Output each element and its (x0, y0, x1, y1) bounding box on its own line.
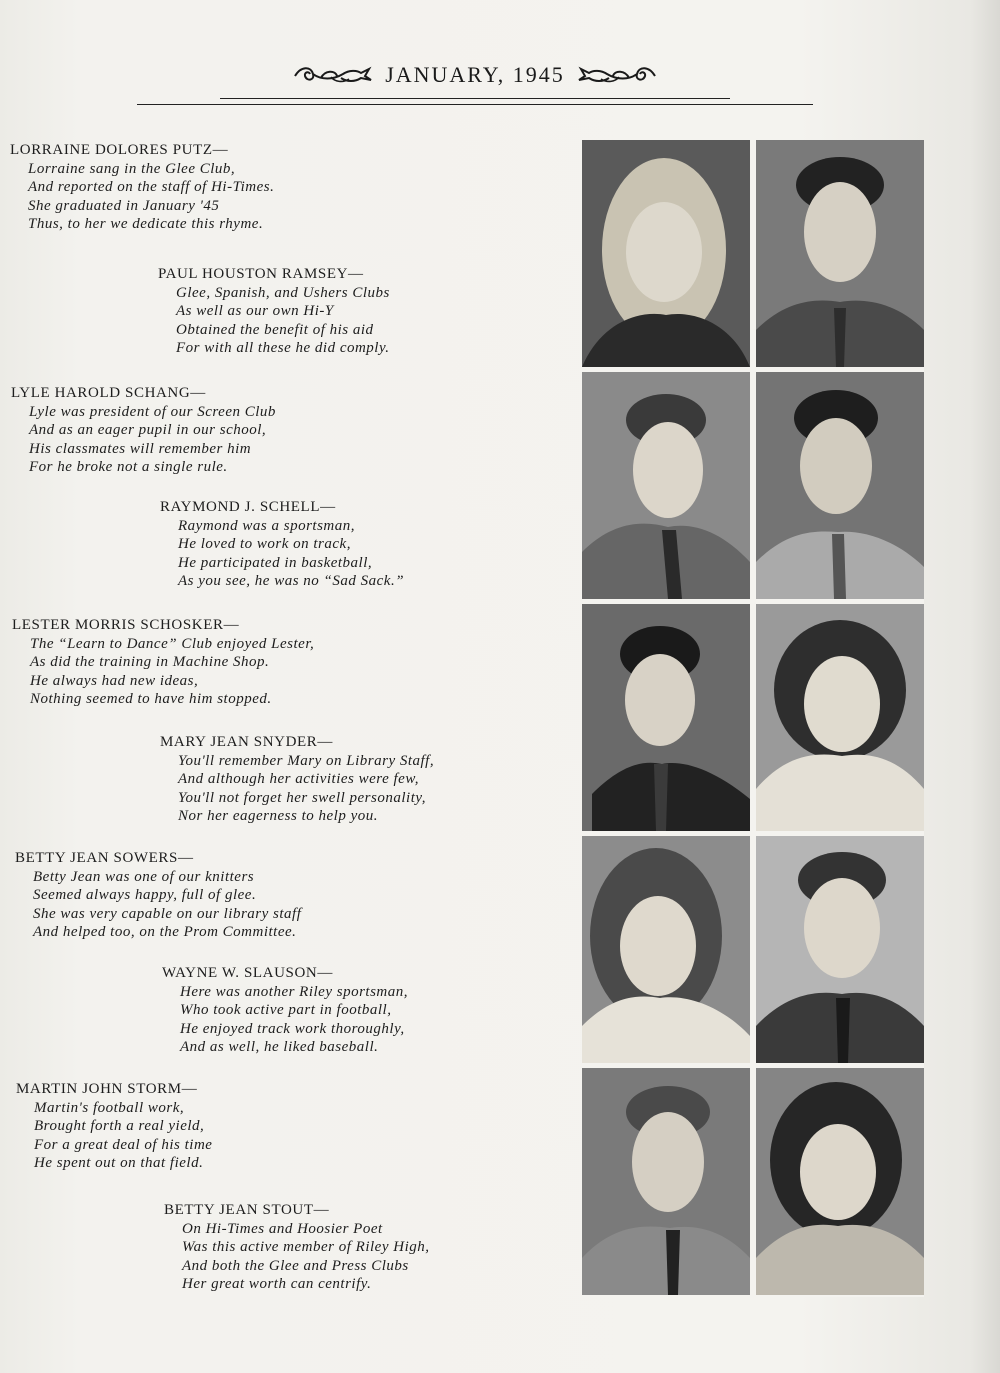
senior-name: MARY JEAN SNYDER— (160, 734, 333, 750)
right-scroll-ornament-icon (577, 64, 659, 86)
portrait-man-icon (582, 372, 750, 599)
senior-verse (180, 983, 408, 1057)
page-header (220, 58, 730, 92)
senior-verse (33, 868, 301, 942)
verse-line: She graduated in January '45 (28, 197, 220, 214)
verse-line: Lyle was president of our Screen Club (29, 403, 276, 420)
portrait-man-icon (756, 836, 924, 1063)
portrait-woman-icon (582, 140, 750, 367)
verse-line: Who took active part in football, (180, 1002, 392, 1018)
verse-line: Here was another Riley sportsman, (180, 983, 409, 1000)
verse-line: Thus, to her we dedicate this rhyme. (28, 216, 264, 232)
verse-line: Martin's football work, (34, 1099, 185, 1116)
verse-line: Her great worth can centrify. (182, 1276, 372, 1292)
verse-line: Betty Jean was one of our knitters (33, 868, 255, 885)
verse-line: As well as our own Hi-Y (176, 303, 334, 319)
senior-entry (162, 964, 408, 1057)
header-rule-bottom (137, 104, 813, 105)
verse-line: Obtained the benefit of his aid (176, 321, 374, 338)
senior-name: BETTY JEAN SOWERS— (15, 850, 194, 866)
senior-verse (178, 752, 434, 826)
verse-line: Brought forth a real yield, (34, 1118, 205, 1134)
verse-line: His classmates will remember him (29, 440, 252, 457)
senior-entry (16, 1080, 212, 1173)
portrait-woman-icon (756, 1068, 924, 1295)
verse-line: Lorraine sang in the Glee Club, (28, 160, 236, 177)
senior-name: BETTY JEAN STOUT— (164, 1202, 330, 1218)
senior-verse (182, 1220, 429, 1294)
verse-line: He participated in basketball, (178, 554, 373, 571)
header-rule-top (220, 98, 730, 99)
senior-verse (29, 403, 276, 477)
senior-entry (164, 1201, 429, 1294)
verse-line: And as well, he liked baseball. (180, 1039, 379, 1055)
portrait-man-icon (756, 372, 924, 599)
verse-line: He spent out on that field. (34, 1155, 204, 1171)
verse-line: Nor her eagerness to help you. (178, 808, 378, 824)
verse-line: And as an eager pupil in our school, (29, 422, 267, 438)
page-title: JANUARY, 1945 (385, 62, 565, 87)
verse-line: The “Learn to Dance” Club enjoyed Lester, (30, 635, 315, 652)
verse-line: Was this active member of Riley High, (182, 1239, 430, 1255)
verse-line: He always had new ideas, (30, 672, 199, 689)
portrait-man-icon (756, 140, 924, 367)
senior-verse (34, 1099, 212, 1173)
senior-name: WAYNE W. SLAUSON— (162, 965, 333, 981)
portrait-woman-icon (582, 836, 750, 1063)
verse-line: Seemed always happy, full of glee. (33, 887, 257, 903)
verse-line: As you see, he was no “Sad Sack.” (178, 573, 405, 589)
senior-name: PAUL HOUSTON RAMSEY— (158, 266, 364, 282)
verse-line: And helped too, on the Prom Committee. (33, 924, 297, 940)
senior-entry (15, 849, 301, 942)
left-scroll-ornament-icon (291, 64, 373, 86)
verse-line: For with all these he did comply. (176, 340, 390, 356)
verse-line: And reported on the staff of Hi-Times. (28, 179, 275, 195)
portrait-grid (582, 140, 924, 1297)
verse-line: And both the Glee and Press Clubs (182, 1257, 409, 1274)
verse-line: Nothing seemed to have him stopped. (30, 691, 272, 707)
senior-verse (28, 160, 274, 234)
verse-line: Glee, Spanish, and Ushers Clubs (176, 284, 390, 301)
senior-entry (160, 498, 404, 591)
senior-entry (158, 265, 390, 358)
verse-line: Raymond was a sportsman, (178, 517, 356, 534)
portrait-woman-icon (756, 604, 924, 831)
senior-entry (10, 141, 274, 234)
senior-name: RAYMOND J. SCHELL— (160, 499, 336, 515)
verse-line: As did the training in Machine Shop. (30, 654, 270, 670)
verse-line: For he broke not a single rule. (29, 459, 228, 475)
verse-line: For a great deal of his time (34, 1136, 213, 1153)
portrait-man-icon (582, 1068, 750, 1295)
senior-verse (176, 284, 390, 358)
verse-line: And although her activities were few, (178, 771, 419, 787)
senior-name: LESTER MORRIS SCHOSKER— (12, 617, 240, 633)
portrait-man-icon (582, 604, 750, 831)
senior-verse (178, 517, 404, 591)
senior-entry (11, 384, 276, 477)
senior-verse (30, 635, 314, 709)
verse-line: You'll not forget her swell personality, (178, 789, 426, 806)
senior-entry (160, 733, 434, 826)
verse-line: He loved to work on track, (178, 536, 351, 552)
senior-name: MARTIN JOHN STORM— (16, 1081, 198, 1097)
senior-name: LORRAINE DOLORES PUTZ— (10, 142, 229, 158)
verse-line: She was very capable on our library staff (33, 905, 302, 922)
verse-line: On Hi-Times and Hoosier Poet (182, 1220, 383, 1237)
verse-line: He enjoyed track work thoroughly, (180, 1020, 405, 1037)
verse-line: You'll remember Mary on Library Staff, (178, 752, 435, 769)
senior-entry (12, 616, 314, 709)
senior-name: LYLE HAROLD SCHANG— (11, 385, 206, 401)
